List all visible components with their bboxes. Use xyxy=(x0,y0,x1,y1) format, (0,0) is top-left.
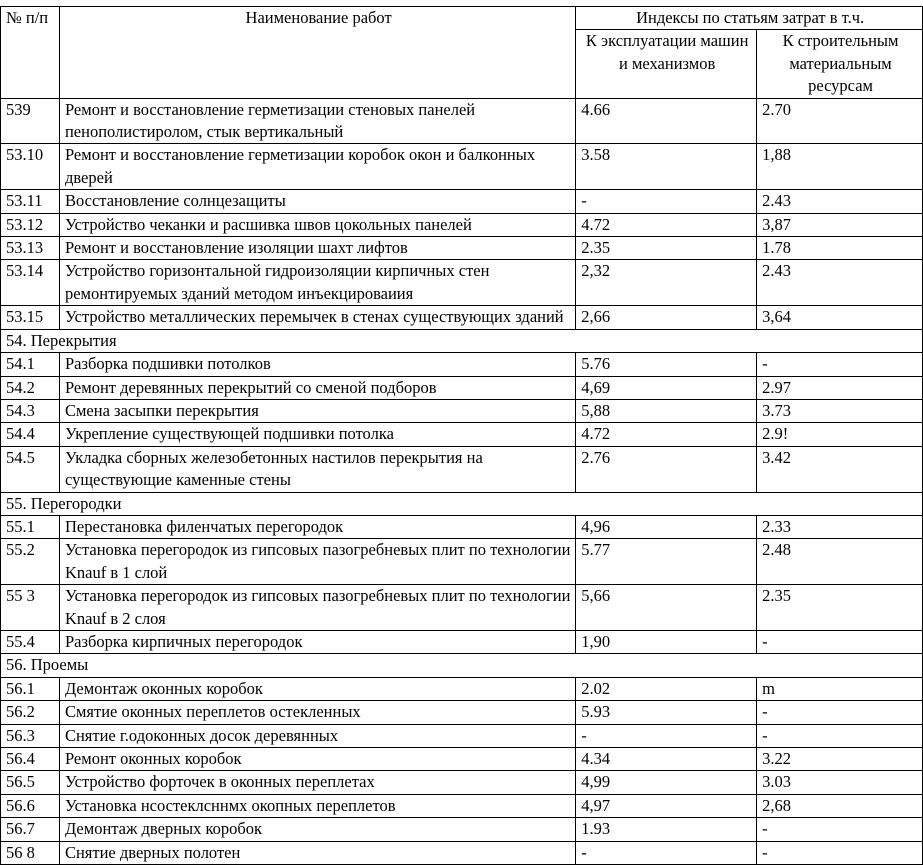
table-row xyxy=(1,677,923,700)
row-number: 56.3 xyxy=(1,724,60,747)
row-machines-index: 5.77 xyxy=(576,539,757,585)
row-number: 539 xyxy=(1,98,60,144)
row-work-name: Ремонт и восстановление изоляции шахт лифтов xyxy=(59,237,575,260)
row-work-name: Демонтаж оконных коробок xyxy=(59,677,575,700)
table-row xyxy=(1,213,923,236)
row-work-name: Демонтаж дверных коробок xyxy=(59,818,575,841)
row-work-name: Снятие г.одоконных досок деревянных xyxy=(59,724,575,747)
row-machines-index: 1.93 xyxy=(576,818,757,841)
table-row xyxy=(1,841,923,864)
table-row xyxy=(1,376,923,399)
row-work-name: Установка перегородок из гипсовых пазогребневых плит по технологии Knauf в 2 слоя xyxy=(59,585,575,631)
row-machines-index: - xyxy=(576,841,757,864)
row-number: 56.5 xyxy=(1,771,60,794)
row-machines-index: 2,32 xyxy=(576,260,757,306)
row-number: 55.4 xyxy=(1,630,60,653)
row-materials-index: 3.42 xyxy=(757,446,923,492)
row-number: 55.1 xyxy=(1,515,60,538)
row-machines-index: - xyxy=(576,190,757,213)
table-row xyxy=(1,724,923,747)
row-number: 56.4 xyxy=(1,748,60,771)
table-row xyxy=(1,748,923,771)
row-machines-index: 1,90 xyxy=(576,630,757,653)
row-materials-index: 2.33 xyxy=(757,515,923,538)
header-cost-indices: Индексы по статьям затрат в т.ч. xyxy=(576,7,923,30)
row-number: 53.14 xyxy=(1,260,60,306)
row-work-name: Укрепление существующей подшивки потолка xyxy=(59,423,575,446)
row-materials-index: 1.78 xyxy=(757,237,923,260)
row-work-name: Ремонт и восстановление герметизации стеновых панелей пенополистиролом, стык вертикальный xyxy=(59,98,575,144)
row-machines-index: 4.72 xyxy=(576,423,757,446)
row-number: 53.13 xyxy=(1,237,60,260)
row-number: 56 8 xyxy=(1,841,60,864)
row-materials-index: 2.35 xyxy=(757,585,923,631)
header-work-name: Наименование работ xyxy=(59,7,575,99)
table-row xyxy=(1,144,923,190)
row-machines-index: 2.76 xyxy=(576,446,757,492)
row-work-name: Укладка сборных железобетонных настилов перекрытия на существующие каменные стены xyxy=(59,446,575,492)
row-materials-index: 3.73 xyxy=(757,399,923,422)
row-materials-index: 2,68 xyxy=(757,794,923,817)
row-materials-index: 2.43 xyxy=(757,190,923,213)
table-row xyxy=(1,585,923,631)
row-number: 54.1 xyxy=(1,353,60,376)
row-machines-index: - xyxy=(576,724,757,747)
header-materials: К строительным материальным ресурсам xyxy=(757,30,923,98)
row-work-name: Установка нсостеклсннмх окопных переплетов xyxy=(59,794,575,817)
row-materials-index: 2.70 xyxy=(757,98,923,144)
table-row xyxy=(1,353,923,376)
row-materials-index: - xyxy=(757,841,923,864)
row-machines-index: 4,97 xyxy=(576,794,757,817)
row-machines-index: 4,96 xyxy=(576,515,757,538)
row-materials-index: - xyxy=(757,818,923,841)
row-number: 56.6 xyxy=(1,794,60,817)
cost-index-table xyxy=(0,6,923,865)
row-materials-index: 3,64 xyxy=(757,306,923,329)
row-materials-index: 2.9! xyxy=(757,423,923,446)
row-number: 54.3 xyxy=(1,399,60,422)
row-machines-index: 3.58 xyxy=(576,144,757,190)
row-materials-index: 3.03 xyxy=(757,771,923,794)
section-row xyxy=(1,329,923,352)
header-row xyxy=(1,7,923,30)
row-work-name: Ремонт деревянных перекрытий со сменой подборов xyxy=(59,376,575,399)
row-number: 53.10 xyxy=(1,144,60,190)
row-work-name: Устройство форточек в оконных переплетах xyxy=(59,771,575,794)
row-machines-index: 5.93 xyxy=(576,701,757,724)
header-number: № п/п xyxy=(1,7,60,99)
row-number: 54.4 xyxy=(1,423,60,446)
table-row xyxy=(1,190,923,213)
table-row xyxy=(1,306,923,329)
row-machines-index: 4,69 xyxy=(576,376,757,399)
table-row xyxy=(1,818,923,841)
table-row xyxy=(1,630,923,653)
table-row xyxy=(1,539,923,585)
row-number: 56.7 xyxy=(1,818,60,841)
row-materials-index: - xyxy=(757,701,923,724)
row-materials-index: 2.43 xyxy=(757,260,923,306)
row-machines-index: 4.66 xyxy=(576,98,757,144)
table-row xyxy=(1,701,923,724)
row-number: 56.2 xyxy=(1,701,60,724)
row-materials-index: 2.48 xyxy=(757,539,923,585)
table-row xyxy=(1,771,923,794)
table-row xyxy=(1,446,923,492)
row-number: 55 3 xyxy=(1,585,60,631)
section-title: 56. Проемы xyxy=(1,654,923,677)
row-number: 54.2 xyxy=(1,376,60,399)
row-machines-index: 5.76 xyxy=(576,353,757,376)
table-row xyxy=(1,515,923,538)
row-work-name: Ремонт оконных коробок xyxy=(59,748,575,771)
table-row xyxy=(1,237,923,260)
row-materials-index: 3.22 xyxy=(757,748,923,771)
table-row xyxy=(1,399,923,422)
row-machines-index: 4.34 xyxy=(576,748,757,771)
header-machines: К эксплуатации машин и механизмов xyxy=(576,30,757,98)
row-work-name: Устройство металлических перемычек в стенах существующих зданий xyxy=(59,306,575,329)
row-materials-index: - xyxy=(757,724,923,747)
table-row xyxy=(1,794,923,817)
row-materials-index: 3,87 xyxy=(757,213,923,236)
row-work-name: Восстановление солнцезащиты xyxy=(59,190,575,213)
row-machines-index: 4,99 xyxy=(576,771,757,794)
row-materials-index: - xyxy=(757,353,923,376)
row-materials-index: m xyxy=(757,677,923,700)
row-number: 53.12 xyxy=(1,213,60,236)
row-materials-index: 1,88 xyxy=(757,144,923,190)
row-machines-index: 5,88 xyxy=(576,399,757,422)
row-number: 53.15 xyxy=(1,306,60,329)
row-number: 55.2 xyxy=(1,539,60,585)
row-work-name: Разборка кирпичных перегородок xyxy=(59,630,575,653)
table-row xyxy=(1,98,923,144)
row-machines-index: 2,66 xyxy=(576,306,757,329)
row-materials-index: - xyxy=(757,630,923,653)
row-work-name: Смятие оконных переплетов остекленных xyxy=(59,701,575,724)
row-work-name: Устройство чеканки и расшивка швов цокольных панелей xyxy=(59,213,575,236)
section-title: 55. Перегородки xyxy=(1,492,923,515)
section-row xyxy=(1,654,923,677)
row-machines-index: 5,66 xyxy=(576,585,757,631)
section-title: 54. Перекрытия xyxy=(1,329,923,352)
row-work-name: Перестановка филенчатых перегородок xyxy=(59,515,575,538)
row-work-name: Установка перегородок из гипсовых пазогребневых плит по технологии Knauf в 1 слой xyxy=(59,539,575,585)
row-machines-index: 2.35 xyxy=(576,237,757,260)
row-number: 54.5 xyxy=(1,446,60,492)
table-row xyxy=(1,260,923,306)
row-work-name: Снятие дверных полотен xyxy=(59,841,575,864)
row-machines-index: 4.72 xyxy=(576,213,757,236)
table-row xyxy=(1,423,923,446)
row-machines-index: 2.02 xyxy=(576,677,757,700)
row-work-name: Смена засыпки перекрытия xyxy=(59,399,575,422)
row-number: 53.11 xyxy=(1,190,60,213)
row-work-name: Разборка подшивки потолков xyxy=(59,353,575,376)
table-body xyxy=(1,98,923,864)
row-materials-index: 2.97 xyxy=(757,376,923,399)
row-number: 56.1 xyxy=(1,677,60,700)
row-work-name: Устройство горизонтальной гидроизоляции кирпичных стен ремонтируемых зданий методом инъекцироваиия xyxy=(59,260,575,306)
section-row xyxy=(1,492,923,515)
row-work-name: Ремонт и восстановление герметизации коробок окон и балконных дверей xyxy=(59,144,575,190)
